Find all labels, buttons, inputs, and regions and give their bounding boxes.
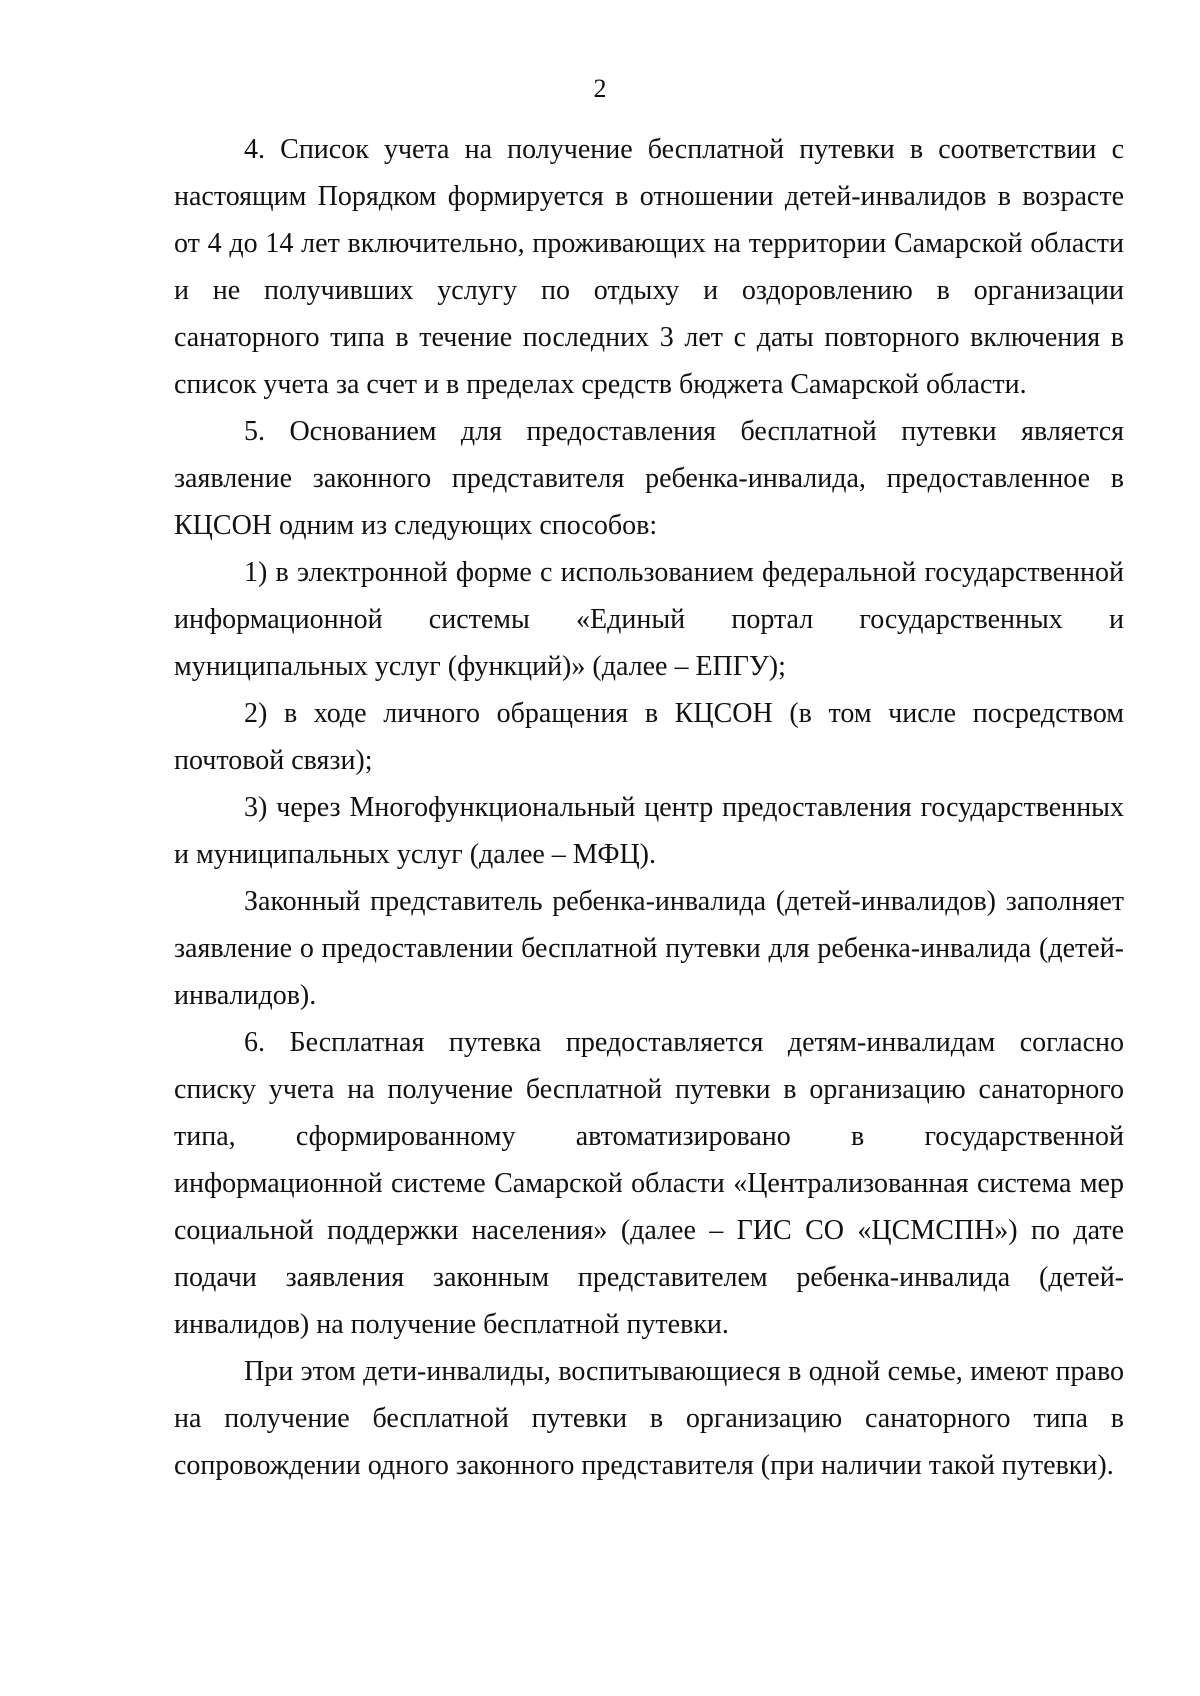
paragraph-item-4: 4. Список учета на получение бесплатной путевки в соответствии с настоящим Порядком формируется в отношении детей-инвалидов в возрасте от 4 до 14 лет включительно, проживающих на территории Самарской области и не получивших услугу по отдыху и оздоровлению в организации санаторного типа в течение последних 3 лет с даты повторного включения в список учета за счет и в пределах средств бюджета Самарской области. xyxy=(174,134,1124,400)
paragraph-family: При этом дети-инвалиды, воспитывающиеся в одной семье, имеют право на получение бесплатной путевки в организацию санаторного типа в сопровождении одного законного представителя (при наличии такой путевки). xyxy=(174,1356,1124,1481)
list-item-3-mfc: 3) через Многофункциональный центр предоставления государственных и муниципальных услуг (далее – МФЦ). xyxy=(174,792,1124,870)
list-item-2-personal: 2) в ходе личного обращения в КЦСОН (в том числе посредством почтовой связи); xyxy=(174,698,1124,776)
document-body xyxy=(174,126,1124,1489)
paragraph-item-6: 6. Бесплатная путевка предоставляется детям-инвалидам согласно списку учета на получение бесплатной путевки в организацию санаторного типа, сформированному автоматизировано в государственной информационной системе Самарской области «Централизованная система мер социальной поддержки населения» (далее – ГИС СО «ЦСМСПН») по дате подачи заявления законным представителем ребенка-инвалида (детей-инвалидов) на получение бесплатной путевки. xyxy=(174,1027,1124,1340)
paragraph-representative: Законный представитель ребенка-инвалида (детей-инвалидов) заполняет заявление о предоставлении бесплатной путевки для ребенка-инвалида (детей-инвалидов). xyxy=(174,886,1124,1011)
list-item-1-electronic: 1) в электронной форме с использованием федеральной государственной информационной системы «Единый портал государственных и муниципальных услуг (функций)» (далее – ЕПГУ); xyxy=(174,557,1124,682)
paragraph-item-5: 5. Основанием для предоставления бесплатной путевки является заявление законного представителя ребенка-инвалида, предоставленное в КЦСОН одним из следующих способов: xyxy=(174,416,1124,541)
page-number: 2 xyxy=(593,74,607,103)
